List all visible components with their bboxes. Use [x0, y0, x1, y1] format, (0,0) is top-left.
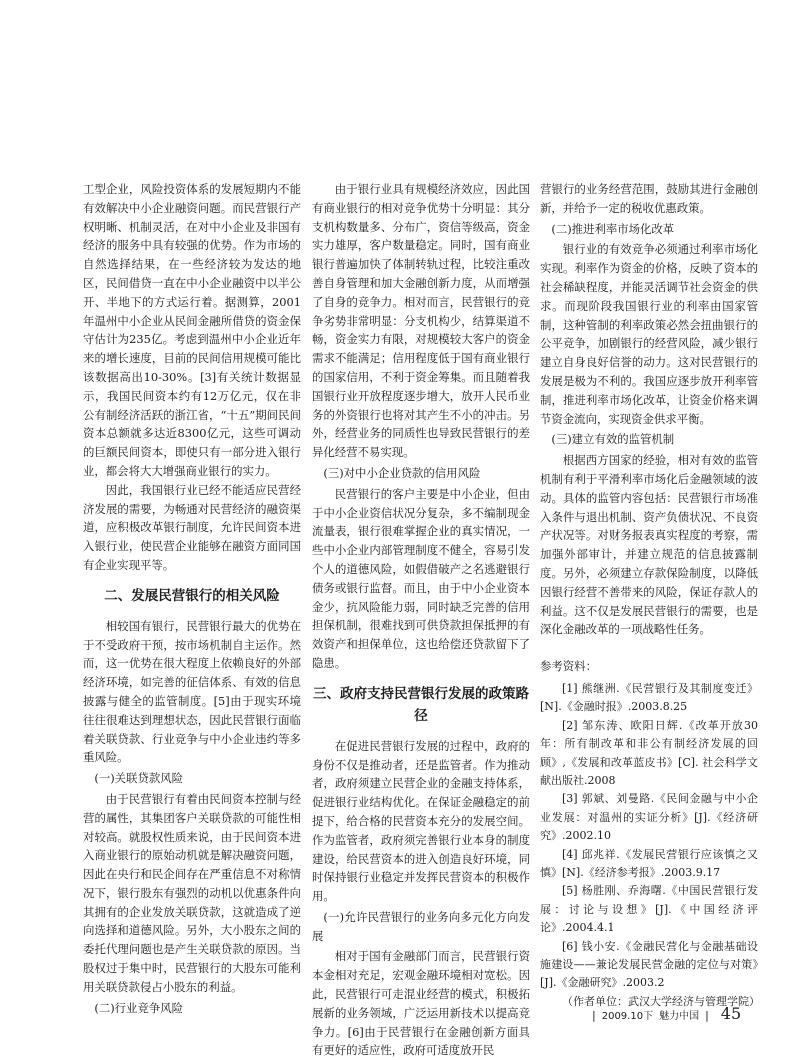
body-paragraph: 营银行的业务经营范围，鼓励其进行金融创新，并给予一定的税收优惠政策。: [540, 182, 758, 215]
body-paragraph: 根据西方国家的经验，相对有效的监管机制有利于平滑利率市场化后金融领域的波动。具体的监管内容包括：民营银行市场准入条件与退出机制、资产负债状况、不良资产状况等。对财务报表真实程度的考察，需加强外部审计，并建立规范的信息披露制度。另外，必须建立存款保险制度，以降低因银行经营不善带来的风险，保证存款人的利益。这不仅是发展民营银行的需要，也是深化金融改革的一项战略性任务。: [540, 453, 758, 637]
subsection-heading: (二)行业竞争风险: [94, 1000, 184, 1015]
section-heading: 二、发展民营银行的相关风险: [104, 587, 280, 604]
footer-divider: |: [705, 1009, 709, 1022]
body-paragraph: 由于民营银行有着由民间资本控制与经营的属性，其集团客户关联贷款的可能性相对较高。就股权性质来说，由于民间资本进入商业银行的原始动机就是解决融资问题，因此在央行和民企间存在严重信息不对称情况下，银行股东有强烈的动机以优惠条件向其拥有的企业发放关联贷款，这就造成了逆向选择和道德风险。另外，大小股东之间的委托代理问题也是产生关联贷款的原因。当股权过于集中时，民营银行的大股东可能利用关联贷款侵占小股东的利益。: [83, 791, 301, 994]
reference-item: [2] 邹东涛、欧阳日辉.《改革开放30年：所有制改革和非公有制经济发展的回顾》,《发展和改革蓝皮书》[C]. 社会科学文献出版社.2008: [540, 718, 758, 787]
section-heading: 三、政府支持民营银行发展的政策路径: [313, 685, 529, 724]
page-footer: [592, 1004, 741, 1023]
column-right: [540, 180, 758, 1011]
body-paragraph: 相对于国有金融部门而言，民营银行资本金相对充足，宏观金融环境相对宽松。因此，民营银行可走混业经营的模式，积极拓展新的业务领域，广泛运用新技术以提高竞争力。[6]由于民营银行在金融创新方面具有更好的适应性，政府可适度放开民: [312, 949, 530, 1058]
body-paragraph: 民营银行的客户主要是中小企业，但由于中小企业资信状况分复杂，多不编制现金流量表，银行很难掌握企业的真实情况，一些中小企业内部管理制度不健全，容易引发个人的道德风险，如假借破产之名逃避银行债务或银行监督。而且，由于中小企业资本金少，抗风险能力弱，同时缺乏完善的信用担保机制，很难找到可供贷款担保抵押的有效资产和担保单位，这也给偿还贷款留下了隐患。: [312, 486, 530, 670]
references-list: [540, 680, 758, 993]
footer-magazine: 魅力中国: [659, 1011, 700, 1022]
body-paragraph: 因此，我国银行业已经不能适应民营经济发展的需要，为畅通对民营经济的融资渠道，应积极改革银行制度，允许民间资本进入银行业，使民营企业能够在融资方面同国有企业实现平等。: [83, 482, 301, 572]
footer-divider: |: [592, 1009, 596, 1022]
body-paragraph: 工型企业，风险投资体系的发展短期内不能有效解决中小企业融资问题。而民营银行产权明晰、机制灵活，在对中小企业及非国有经济的服务中具有较强的优势。作为市场的自然选择结果，在一些经济较为发达的地区，民间借贷一直在中小企业融资中以半公开、半地下的方式运行着。据测算，2001年温州中小企业从民间金融所借贷的资金保守估计为235亿。考虑到温州中小企业近年来的增长速度，目前的民间信用规模可能比该数据高出10-30%。[3]有关统计数据显示，我国民间资本约有12万亿元，仅在非公有制经济活跃的浙江省，“十五”期间民间资本总额就多达近8300亿元，这些可调动的巨额民间资本，即使只有一部分进入银行业，都会将大大增强商业银行的实力。: [83, 182, 301, 478]
subsection-heading: (一)允许民营银行的业务向多元化方向发展: [312, 909, 530, 943]
page-number: 45: [720, 1004, 742, 1023]
body-paragraph: 在促进民营银行发展的过程中，政府的身份不仅是推动者，还是监管者。作为推动者，政府须建立民营企业的金融支持体系，促进银行业结构优化。在保证金融稳定的前提下，给合格的民营资本充分的发展空间。作为监管者，政府须完善银行业本身的制度建设，给民营资本的进入创造良好环境，同时保持银行业稳定并发挥民营资本的积极作用。: [312, 738, 530, 904]
subsection-heading: (三)建立有效的监管机制: [551, 432, 675, 447]
column-middle: [312, 180, 530, 1060]
column-left: [83, 180, 301, 1019]
reference-item: [1] 熊继洲.《民营银行及其制度变迁》[N].《金融时报》.2003.8.25: [540, 681, 758, 714]
body-paragraph: 银行业的有效竞争必须通过利率市场化实现。利率作为资金的价格，反映了资本的社会稀缺程度，并能灵活调节社会资金的供求。而现阶段我国银行业的利率由国家管制，这种管制的利率政策必然会扭曲银行的公平竞争，加剧银行的经营风险，减少银行建立自身良好信誉的动力。这对民营银行的发展是极为不利的。我国应逐步放开利率管制，推进利率市场化改革，让资金价格来调节资金流向，实现资金供求平衡。: [540, 242, 758, 426]
reference-item: [4] 邱兆祥.《发展民营银行应该慎之又慎》[N].《经济参考报》.2003.9.17: [540, 847, 758, 879]
author-affiliation: （作者单位：武汉大学经济与管理学院）: [562, 994, 760, 1008]
subsection-heading: (二)推进利率市场化改革: [551, 221, 675, 236]
references-heading: 参考资料：: [540, 659, 597, 674]
reference-item: [3] 郭斌、刘曼路.《民间金融与中小企业发展：对温州的实证分析》[J].《经济研究》.2002.10: [540, 792, 758, 843]
subsection-heading: (三)对中小企业贷款的信用风险: [323, 465, 481, 480]
reference-item: [6] 钱小安.《金融民营化与金融基础设施建设——兼论发展民营金融的定位与对策》[J].《金融研究》.2003.2: [540, 939, 758, 990]
subsection-heading: (一)关联贷款风险: [94, 771, 184, 786]
body-paragraph: 由于银行业具有规模经济效应，因此国有商业银行的相对竞争优势十分明显：其分支机构数量多、分布广，资信等级高，资金实力雄厚，客户数量稳定。同时，国有商业银行普遍加快了体制转轨过程，比较注重改善自身管理和加大金融创新力度，从而增强了自身的竞争力。相对而言，民营银行的竞争劣势非常明显：分支机构少，结算渠道不畅，资金实力有限，对规模较大客户的资金需求不能满足；信用程度低于国有商业银行的国家信用，不利于资金筹集。而且随着我国银行业开放程度逐步增大，放开人民币业务的外资银行也将对其产生不小的冲击。另外，经营业务的同质性也导致民营银行的差异化经营不易实现。: [312, 182, 530, 460]
reference-item: [5] 杨胜刚、乔海曙.《中国民营银行发展：讨论与设想》[J].《中国经济评论》.2004.4.1: [540, 884, 758, 935]
body-paragraph: 相较国有银行，民营银行最大的优势在于不受政府干预，按市场机制自主运作。然而，这一优势在很大程度上依赖良好的外部经济环境，如完善的征信体系、有效的信息披露与健全的监管制度。[5]由于现实环境往往很难达到理想状态，因此民营银行面临着关联贷款、行业竞争与中小企业违约等多重风险。: [83, 618, 301, 765]
footer-issue: 2009.10下: [601, 1011, 654, 1022]
